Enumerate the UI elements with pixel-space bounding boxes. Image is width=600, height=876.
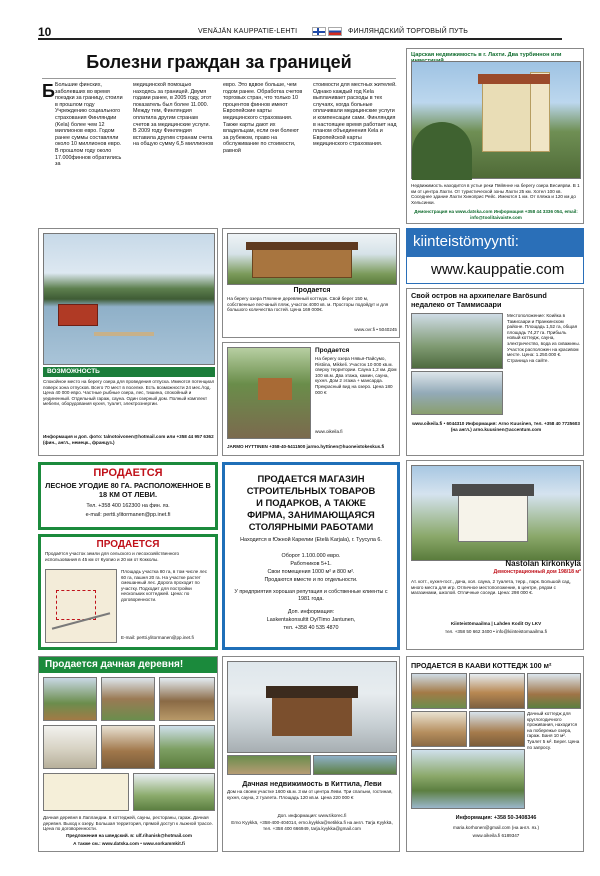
house2-contact: www.oikeila.fi [315, 429, 343, 434]
kaavi-site[interactable]: www.oikeila.fi 6189347 [472, 833, 520, 838]
article-col-4: стоимости для местных жителей. Однако каждый год Kela выплачивает расходы в тех случаях, когда больные оплачивали медицинские услуги и компенсации сами. Финляндия в настоящее время работает над планом объединения Кela и Европейской карты медицинского страхования. [313, 82, 397, 148]
nastola-heading: Nastolan kirkonkylä [505, 559, 581, 568]
shop-contact-label: Доп. информация: [287, 609, 335, 615]
village-photo-2 [101, 677, 155, 721]
article-col-3: евро. Это вдвое больше, чем годом ранее. Обработка счетов торговых стран, что только 10 процентов финнов имеют Европейские карты медицинского страхования. Также карты дают их владельцам, если они болеют за рубежом, право на обслуживание по стоимости, равной [223, 82, 303, 154]
levi-land-subtitle: ЛЕСНОЕ УГОДИЕ 80 ГА. РАСПОЛОЖЕННОЕ В 18 КМ ОТ ЛЕВИ. [45, 481, 211, 499]
house2-heading: Продается [315, 347, 350, 354]
levi-estate-photo [227, 661, 397, 753]
kaavi-photo-5 [469, 711, 525, 747]
land-map-details: Площадь участка 80 га, в том числе лес 60 га, пашня 20 га. На участке растет смешанный лес. Дорога проходит по участку. Подходит для постройки нескольких коттеджей. Цена: по договоренности. [121, 569, 207, 602]
house-ad-2 [222, 342, 400, 456]
shop-turnover: Оборот 1.100.000 евро. [281, 553, 341, 559]
banner-brand: kiinteistömyynti: [413, 233, 519, 250]
land-map-intro: Продаётся участок земли для сельского и лесохозяйственного использования в 45 км от Куопио и 20 км от Кокколы. [45, 551, 180, 562]
shop-staff: Работников 5+1. [290, 561, 332, 567]
article-col-1: Большие финских, заболевших во время поездки за границу, стоили в прошлом году Учреждению социального страхования Финляндии (Kela) более чем 12 миллионов евро. Годом ранее суммы составляли около 10 миллионов евро. В прошлом году около 17.000финнов обратились за [55, 82, 123, 168]
levi-estate-contact-label[interactable]: Доп. информация: www.tikorec.fi [277, 813, 347, 818]
article-title: Болезни граждан за границей [86, 52, 352, 72]
island-photo-2 [411, 371, 503, 415]
shop-lines [229, 473, 393, 533]
villa-photo [411, 61, 581, 179]
island-photo-1 [411, 313, 503, 369]
house2-body: На берегу озера Нявья-Пайсумо, Ristiina, Mikkeli. Участок 10 000 кв.м. сверху территории. Сауна 1,2 км. Дом 100 кв.м. Два этажа, камин, сауна, кухня. Дом 2 этажа + мансарда. Прекрасный вид на озеро. Цена 180 000 € [315, 356, 397, 395]
lakeside-heading: ВОЗМОЖНОСТЬ [43, 367, 215, 377]
island-body: Местоположение: Коийка в Тамисаари и Пранкинском районе. Площадь 1,52 га, общая площадь 74,27 га. Прибыль новый коттедж, сауна, электричество, вода из скважины. Участок расположен на красивом месте. Цена: 1.250.000 €. Страница на сайте. [507, 313, 580, 363]
kaavi-email[interactable]: maria.korhonen@gmail.com (на англ. яз.) [453, 825, 539, 830]
nastola-photo [411, 465, 581, 561]
article [38, 44, 400, 214]
villa-title: Царская недвижимость в г. Лахти. Два турбиннон или [411, 52, 562, 58]
house1-contact: www.ovr.fi • 5040245 [354, 327, 397, 332]
kaavi-photo-4 [411, 711, 467, 747]
lakeside-body: Спокойное место на берегу озера для проведения отпуска. Имеются потенциал поверх зона отпусков. Всего 70 мест в поселке. Есть возможности 24 мес./год. Цена 40 000 евро. Частные рыбные озера, лес, тишина, спокойный и уединенный. Отдельный гараж, сауна. Один озерный дом. Полный комплект мебели, оборудования кухня, туалет, электроэнергии. [43, 379, 215, 407]
villa-ad [406, 48, 584, 224]
nastola-contact: тел. +358 50 662 3400 • info@kiinteistomaailma.fi [445, 629, 547, 634]
levi-estate-heading: Дачная недвижимость в Киттила, Леви [242, 779, 382, 788]
kaavi-photo-1 [411, 673, 467, 709]
shop-line-1: ПРОДАЕТСЯ МАГАЗИН [257, 473, 365, 484]
nastola-body: Ат. котт., кухня-гост., дача, хол. сауна, 2 туалета, терр., парк. Большой сад, много места для игр. Отличное местоположение, в центре, рядом с магазинами, школой. Отличные соседи. Цена: 298 000 €. [411, 579, 571, 596]
land-map [45, 569, 117, 643]
russian-flag-icon [328, 27, 342, 36]
village-ad [38, 656, 218, 852]
levi-land-ad [38, 462, 218, 530]
house1-heading: Продается [293, 287, 331, 294]
shop-price: Продаются вместе и по отдельности. [264, 577, 358, 583]
shop-line-5: СТОЛЯРНЫМИ РАБОТАМИ [248, 521, 374, 532]
nastola-ad [406, 460, 584, 650]
villa-contact: Демонстрация на www.datska.com Информация +358 44 3336 054, email: info@toolitaivaiste.com [414, 209, 578, 220]
house1-body: На берегу озера Пяхянне деревянный коттедж. Свой берег 150 м, собственные песчаный пляж, участок 4000 кв. м. Просторы подойдут и для большого количества гостей. Цена 169 000€. [227, 296, 389, 313]
levi-estate-body: Дом на своем участке 1600 кв.м. 3 км от центра Леви. Три спальни, гостиная, кухня, сауна, 2 туалета. Площадь 120 кв.м. Цена 220 000 € [227, 789, 393, 800]
levi-land-heading: ПРОДАЕТСЯ [93, 467, 163, 479]
village-photo-1 [43, 677, 97, 721]
levi-estate-photo-3 [313, 755, 397, 775]
kaavi-phone: Информация: +358 50-3408346 [455, 815, 537, 821]
forest-cabin-photo [227, 347, 311, 439]
village-contact[interactable]: Предложения на шведский. в: ulf.rihanisk@hotmail.com [66, 833, 192, 838]
lakeside-contact: Информация и доп. фото: talnotoivonen@hotmail.com или +358 44 957 6362 (фин., англ., немецк., француз.) [43, 434, 214, 445]
village-photo-4 [43, 725, 97, 769]
shop-location: Находится в Южной Карелии (Etelä Karjala), г. Туусула 6. [240, 537, 382, 543]
village-photo-3 [159, 677, 215, 721]
island-title: Свой остров на архипелаге Barösund недалеко от Таммисаари [411, 291, 547, 309]
article-rule [42, 78, 396, 79]
log-cabin-photo [227, 233, 397, 285]
villa-caption: Недвижимость находится в устье реки Пяйянне на берегу озера Весиярви. В 1 км от центра Лахти. От туристической зоны Лахти 25 км. Хотел 100 кв. Соседнее здание Лахти Хиноприс Рейс. Имеются 1 км. От пляжа и 120 км до Хельсинки. [411, 183, 580, 205]
levi-land-phone: Тел. +358 400 162300 на фин. яз. [86, 503, 170, 509]
village-photo-6 [159, 725, 215, 769]
finnish-flag-icon [312, 27, 326, 36]
house2-footer: JARMO HYTTINEN +358-40-5411500 jarmo.hyttinen@huoneistokeskus.fi [227, 444, 385, 449]
shop-ad [222, 462, 400, 650]
levi-estate-contact: Erno Kyykkä, +358-400-404014, erno.kyykka@netikka.fi на англ. Tarja Kyykkä, тел. +358 400 666949, tarja.kyykka@gmail.com [231, 820, 393, 831]
village-photo-7 [133, 773, 215, 811]
kaavi-photo-3 [527, 673, 581, 709]
header-left-title: VENÄJÄN KAUPPATIE-LEHTI [198, 28, 298, 35]
island-contact: www.oikeila.fi • 6044310 Информация: Arno Kuusinen, тел. +358 40 7725603 (на англ.) arno.kuusinen@accentum.com [412, 421, 580, 432]
village-body: Дачная деревня в Лапландии. 8 коттеджей, сауны, рестораны, гараж. Дачная деревня. Выход к озеру. Большая территория, прямой доступ к лыжной трассе. Цена по договоренности. [43, 815, 213, 832]
lake-photo [43, 233, 215, 365]
shop-contact-phone: тел. +358 40 535 4870 [283, 625, 339, 631]
kaavi-heading: ПРОДАЕТСЯ В КААВИ КОТТЕДЖ 100 м² [411, 661, 552, 670]
village-photo-5 [101, 725, 155, 769]
village-website[interactable]: А также см.: www.datska.com • www.sorkammkit.fi [73, 841, 185, 846]
shop-line-3: И ПОДАРКОВ, А ТАКЖЕ [256, 497, 366, 508]
shop-line-4: ФИРМА, ЗАНИМАЮЩАЯСЯ [247, 509, 375, 520]
kaavi-ad [406, 656, 584, 852]
banner-url[interactable]: www.kauppatie.com [431, 261, 565, 278]
kauppatie-banner [406, 228, 584, 284]
land-map-heading: ПРОДАЕТСЯ [96, 539, 160, 550]
village-heading: Продается дачная деревня! [39, 657, 218, 673]
article-col-2: медицинской помощью находясь за границей. Двумя годами ранее, в 2005 году, этот показатель был более 11.000. Между тем, Финляндия оплатила другим странам счетов за медицинские услуги. В 2009 году Финляндия вставила другим странам счета на общую сумму 6,5 миллионов [133, 82, 214, 148]
page-header [38, 24, 562, 40]
header-right-title: ФИНЛЯНДСКИЙ ТОРГОВЫЙ ПУТЬ [348, 28, 469, 35]
shop-line-2: СТРОИТЕЛЬНЫХ ТОВАРОВ [246, 485, 376, 496]
page-number: 10 [38, 25, 52, 39]
land-map-email[interactable]: E-mail: pertti.ylitormanen@pp.inet.fi [121, 635, 194, 640]
island-ad [406, 288, 584, 456]
shop-contact-name: Laskentakonsultit Oy/Timo Jantunen, [266, 617, 356, 623]
house-ad-1 [222, 228, 400, 338]
land-map-ad [38, 534, 218, 650]
village-map [43, 773, 129, 811]
kaavi-body: Дачный коттедж для круглогодичного проживания, находится на побережье озера, гараж. Баня 10 м². Туалет 5 м². Берег. Цена по запросу. [527, 711, 580, 750]
shop-area: Свои помещения 1000 м² и 800 м². [267, 569, 355, 575]
levi-land-email[interactable]: e-mail: pertti.ylitormanen@pp.inet.fi [85, 512, 171, 518]
levi-estate-ad [222, 656, 400, 852]
nastola-subheading: Демонстрационный дом 198/18 м² [493, 569, 581, 575]
kaavi-photo-6 [411, 749, 525, 809]
levi-estate-photo-2 [227, 755, 311, 775]
shop-reputation: У предприятия хорошая репутация и собственные клиенты с 1981 года. [234, 589, 388, 602]
drop-cap: Б [42, 81, 55, 101]
nastola-agent: Kiinteistömaailma | Lahden Kodit Oy LKV [450, 621, 542, 626]
kaavi-photo-2 [469, 673, 525, 709]
lakeside-ad [38, 228, 218, 456]
